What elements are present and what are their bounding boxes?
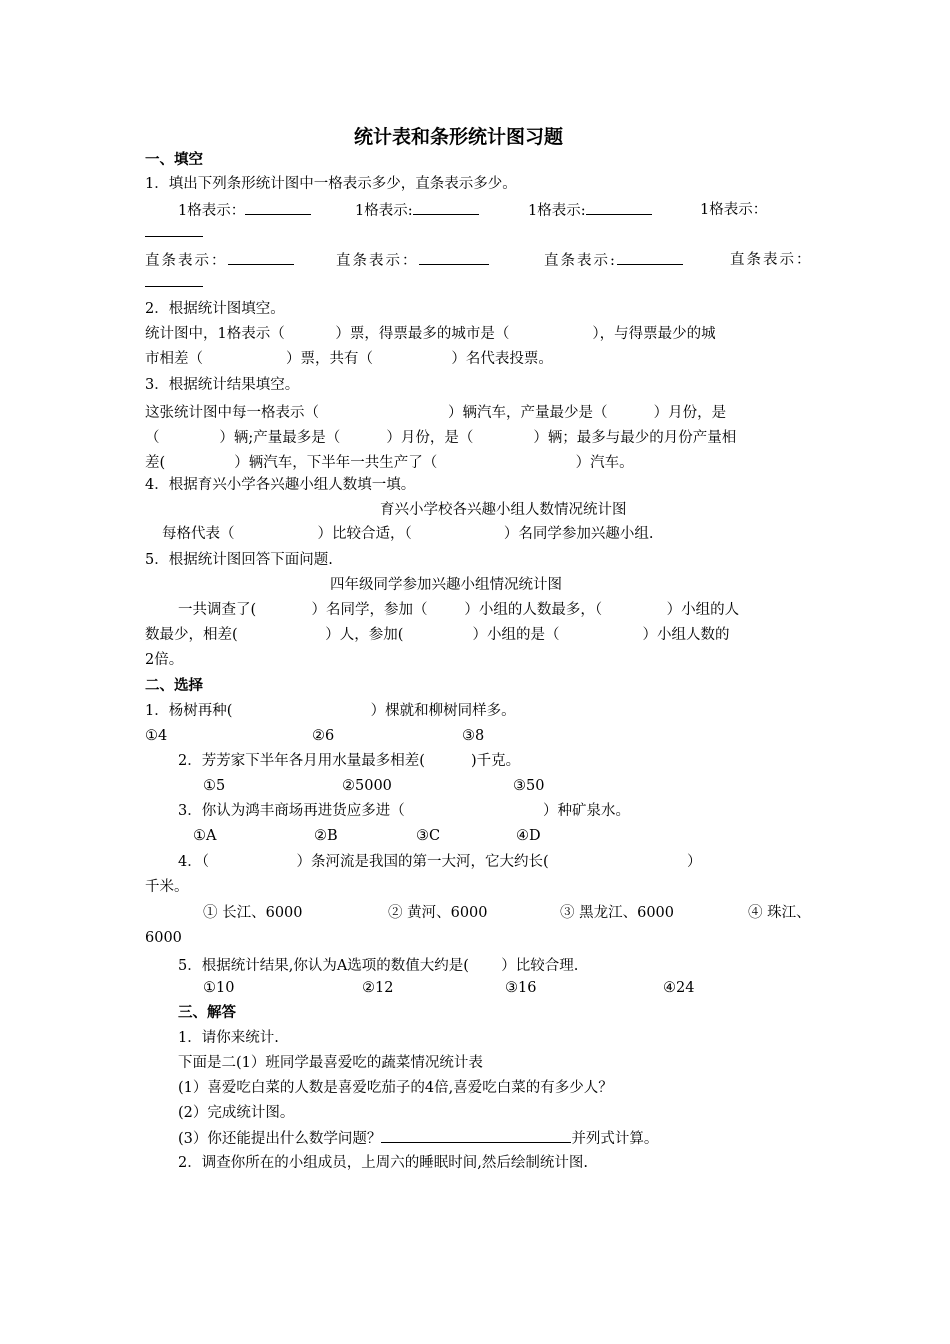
- q2-line-2: 市相差（ ）票，共有（ ）名代表投票。: [145, 351, 553, 367]
- q4-stem: 4．根据育兴小学各兴趣小组人数填一填。: [145, 477, 416, 493]
- s2-q5-stem: 5．根据统计结果,你认为A选项的数值大约是( ）比较合理.: [178, 958, 579, 974]
- s2-q5-option-3[interactable]: ③16: [505, 980, 537, 996]
- section-heading-fill: 一、填空: [145, 152, 203, 168]
- q5-line-1: 一共调查了( ）名同学，参加（ ）小组的人数最多，（ ）小组的人: [178, 602, 740, 618]
- s3-q1-sub-2: (2）完成统计图。: [178, 1105, 295, 1121]
- q1-stem: 1．填出下列条形统计图中一格表示多少，直条表示多少。: [145, 176, 517, 192]
- answer-blank[interactable]: [228, 250, 294, 265]
- answer-blank[interactable]: [419, 250, 489, 265]
- q1-cell-label-3: 1格表示:: [528, 200, 652, 221]
- s2-q3-option-3[interactable]: ③C: [416, 828, 441, 844]
- q1-cell-label-2: 1格表示:: [355, 200, 479, 221]
- answer-blank[interactable]: [617, 250, 683, 265]
- q1-cell-blank-4-wrap: [145, 222, 203, 243]
- q4-line-1: 每格代表（ ）比较合适，（ ）名同学参加兴趣小组.: [162, 526, 654, 542]
- answer-blank[interactable]: [413, 200, 479, 215]
- q1-bar-label-1: 直条表示：: [145, 250, 294, 271]
- answer-blank[interactable]: [145, 272, 203, 287]
- s2-q5-option-1[interactable]: ①10: [203, 980, 235, 996]
- q5-line-2: 数最少，相差( ）人，参加( ）小组的是（ ）小组人数的: [145, 627, 730, 643]
- q1-bar-label-4: 直条表示：: [730, 252, 813, 268]
- section-heading-choice: 二、选择: [145, 678, 203, 694]
- s2-q4-option-3[interactable]: ③ 黑龙江、6000: [560, 905, 675, 921]
- q3-line-1: 这张统计图中每一格表示（ ）辆汽车，产量最少是（ ）月份，是: [145, 405, 727, 421]
- answer-blank[interactable]: [381, 1128, 571, 1143]
- answer-blank[interactable]: [145, 222, 203, 237]
- s2-q4-option-2[interactable]: ② 黄河、6000: [388, 905, 488, 921]
- s2-q5-option-2[interactable]: ②12: [362, 980, 394, 996]
- q5-line-3: 2倍。: [145, 652, 184, 668]
- s3-q1-sub-1: (1）喜爱吃白菜的人数是喜爱吃茄子的4倍,喜爱吃白菜的有多少人？: [178, 1080, 613, 1096]
- s2-q4-stem: 4．（ ）条河流是我国的第一大河，它大约长( ）: [178, 854, 702, 870]
- s2-q3-stem: 3．你认为鸿丰商场再进货应多进（ ）种矿泉水。: [178, 803, 630, 819]
- answer-blank[interactable]: [586, 200, 652, 215]
- s2-q3-option-1[interactable]: ①A: [193, 828, 217, 844]
- q1-bar-label-3: 直条表示:: [544, 250, 683, 271]
- s2-q2-stem: 2．芳芳家下半年各月用水量最多相差( )千克。: [178, 753, 521, 769]
- s2-q1-stem: 1．杨树再种( ）棵就和柳树同样多。: [145, 703, 516, 719]
- q5-stem: 5．根据统计图回答下面问题.: [145, 552, 333, 568]
- q3-stem: 3．根据统计结果填空。: [145, 377, 300, 393]
- q1-cell-label-4: 1格表示：: [700, 202, 768, 218]
- s2-q3-option-4[interactable]: ④D: [516, 828, 541, 844]
- q5-chart-title: 四年级同学参加兴趣小组情况统计图: [330, 577, 562, 593]
- page-title: 统计表和条形统计图习题: [354, 126, 564, 148]
- q3-line-3: 差( ）辆汽车，下半年一共生产了（ ）汽车。: [145, 455, 634, 471]
- s2-q5-option-4[interactable]: ④24: [663, 980, 695, 996]
- q4-chart-title: 育兴小学校各兴趣小组人数情况统计图: [380, 502, 627, 518]
- section-heading-answer: 三、解答: [178, 1005, 236, 1021]
- q1-cell-label-1: 1格表示：: [178, 200, 311, 221]
- answer-blank[interactable]: [245, 200, 311, 215]
- q1-bar-label-2: 直条表示：: [336, 250, 489, 271]
- s2-q1-option-3[interactable]: ③8: [462, 728, 485, 744]
- s2-q2-option-1[interactable]: ①5: [203, 778, 226, 794]
- s2-q3-option-2[interactable]: ②B: [314, 828, 338, 844]
- s2-q1-option-1[interactable]: ①4: [145, 728, 168, 744]
- q2-stem: 2．根据统计图填空。: [145, 301, 285, 317]
- s3-q1-sub-3: (3）你还能提出什么数学问题？ 并列式计算。: [178, 1128, 658, 1149]
- s2-q4-option-cont: 6000: [145, 930, 182, 946]
- s2-q1-option-2[interactable]: ②6: [312, 728, 335, 744]
- s2-q2-option-2[interactable]: ②5000: [342, 778, 392, 794]
- q2-line-1: 统计图中，1格表示（ ）票，得票最多的城市是（ ），与得票最少的城: [145, 326, 716, 342]
- q3-line-2: （ ）辆;产量最多是（ ）月份，是（ ）辆；最多与最少的月份产量相: [145, 430, 737, 446]
- s3-q1-stem: 1．请你来统计.: [178, 1030, 279, 1046]
- s2-q4-option-1[interactable]: ① 长江、6000: [203, 905, 303, 921]
- s2-q4-option-4[interactable]: ④ 珠江、: [748, 905, 811, 921]
- s2-q4-stem-cont: 千米。: [145, 879, 189, 895]
- s3-q2-stem: 2．调查你所在的小组成员，上周六的睡眠时间,然后绘制统计图.: [178, 1155, 588, 1171]
- q1-bar-blank-4-wrap: [145, 272, 203, 293]
- s2-q2-option-3[interactable]: ③50: [513, 778, 545, 794]
- s3-q1-intro: 下面是二(1）班同学最喜爱吃的蔬菜情况统计表: [178, 1055, 483, 1071]
